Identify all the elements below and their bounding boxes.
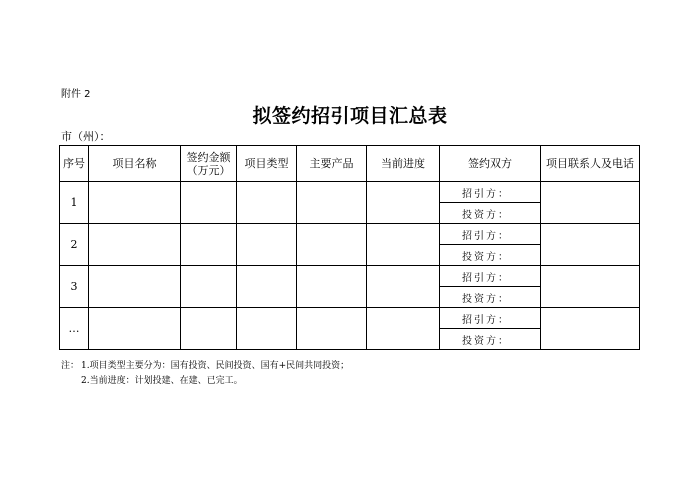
header-main-product: 主要产品 — [297, 146, 367, 182]
cell-project-type — [237, 182, 297, 224]
cell-amount — [181, 308, 237, 350]
cell-main-product — [297, 266, 367, 308]
header-progress: 当前进度 — [367, 146, 440, 182]
cell-contact — [541, 266, 640, 308]
cell-main-product — [297, 308, 367, 350]
cell-party-investor: 投资方： — [440, 287, 541, 308]
cell-project-name — [89, 224, 181, 266]
table-row — [60, 266, 640, 287]
attachment-label: 附件 2 — [61, 89, 91, 100]
note-item: 1.项目类型主要分为：国有投资、民间投资、国有+民间共同投资； — [81, 361, 350, 371]
city-label: 市（州）： — [61, 130, 111, 143]
cell-project-name — [89, 308, 181, 350]
cell-amount — [181, 224, 237, 266]
summary-table — [59, 145, 640, 350]
table-row — [60, 182, 640, 203]
cell-progress — [367, 224, 440, 266]
header-index: 序号 — [60, 146, 89, 182]
cell-party-investor: 投资方： — [440, 329, 541, 350]
cell-main-product — [297, 182, 367, 224]
cell-contact — [541, 224, 640, 266]
cell-progress — [367, 266, 440, 308]
header-project-name: 项目名称 — [89, 146, 181, 182]
row-index: 1 — [60, 182, 89, 224]
cell-party-investor: 投资方： — [440, 203, 541, 224]
cell-progress — [367, 182, 440, 224]
page-title: 拟签约招引项目汇总表 — [252, 105, 448, 127]
cell-project-type — [237, 308, 297, 350]
cell-party-inviter: 招引方： — [440, 182, 541, 203]
header-project-type: 项目类型 — [237, 146, 297, 182]
cell-amount — [181, 182, 237, 224]
row-index: … — [60, 308, 89, 350]
table-row — [60, 224, 640, 245]
cell-progress — [367, 308, 440, 350]
notes — [61, 359, 349, 389]
cell-party-investor: 投资方： — [440, 245, 541, 266]
header-contact: 项目联系人及电话 — [541, 146, 640, 182]
cell-party-inviter: 招引方： — [440, 308, 541, 329]
table-row — [60, 308, 640, 329]
cell-main-product — [297, 224, 367, 266]
note-item: 2.当前进度：计划投建、在建、已完工。 — [81, 376, 243, 386]
cell-project-type — [237, 224, 297, 266]
table-header-row — [60, 146, 640, 182]
row-index: 2 — [60, 224, 89, 266]
cell-project-name — [89, 266, 181, 308]
header-amount: 签约金额 （万元） — [181, 146, 237, 182]
header-parties: 签约双方 — [440, 146, 541, 182]
cell-amount — [181, 266, 237, 308]
cell-project-type — [237, 266, 297, 308]
notes-prefix: 注： — [61, 361, 80, 371]
cell-project-name — [89, 182, 181, 224]
cell-party-inviter: 招引方： — [440, 266, 541, 287]
cell-party-inviter: 招引方： — [440, 224, 541, 245]
cell-contact — [541, 182, 640, 224]
row-index: 3 — [60, 266, 89, 308]
cell-contact — [541, 308, 640, 350]
